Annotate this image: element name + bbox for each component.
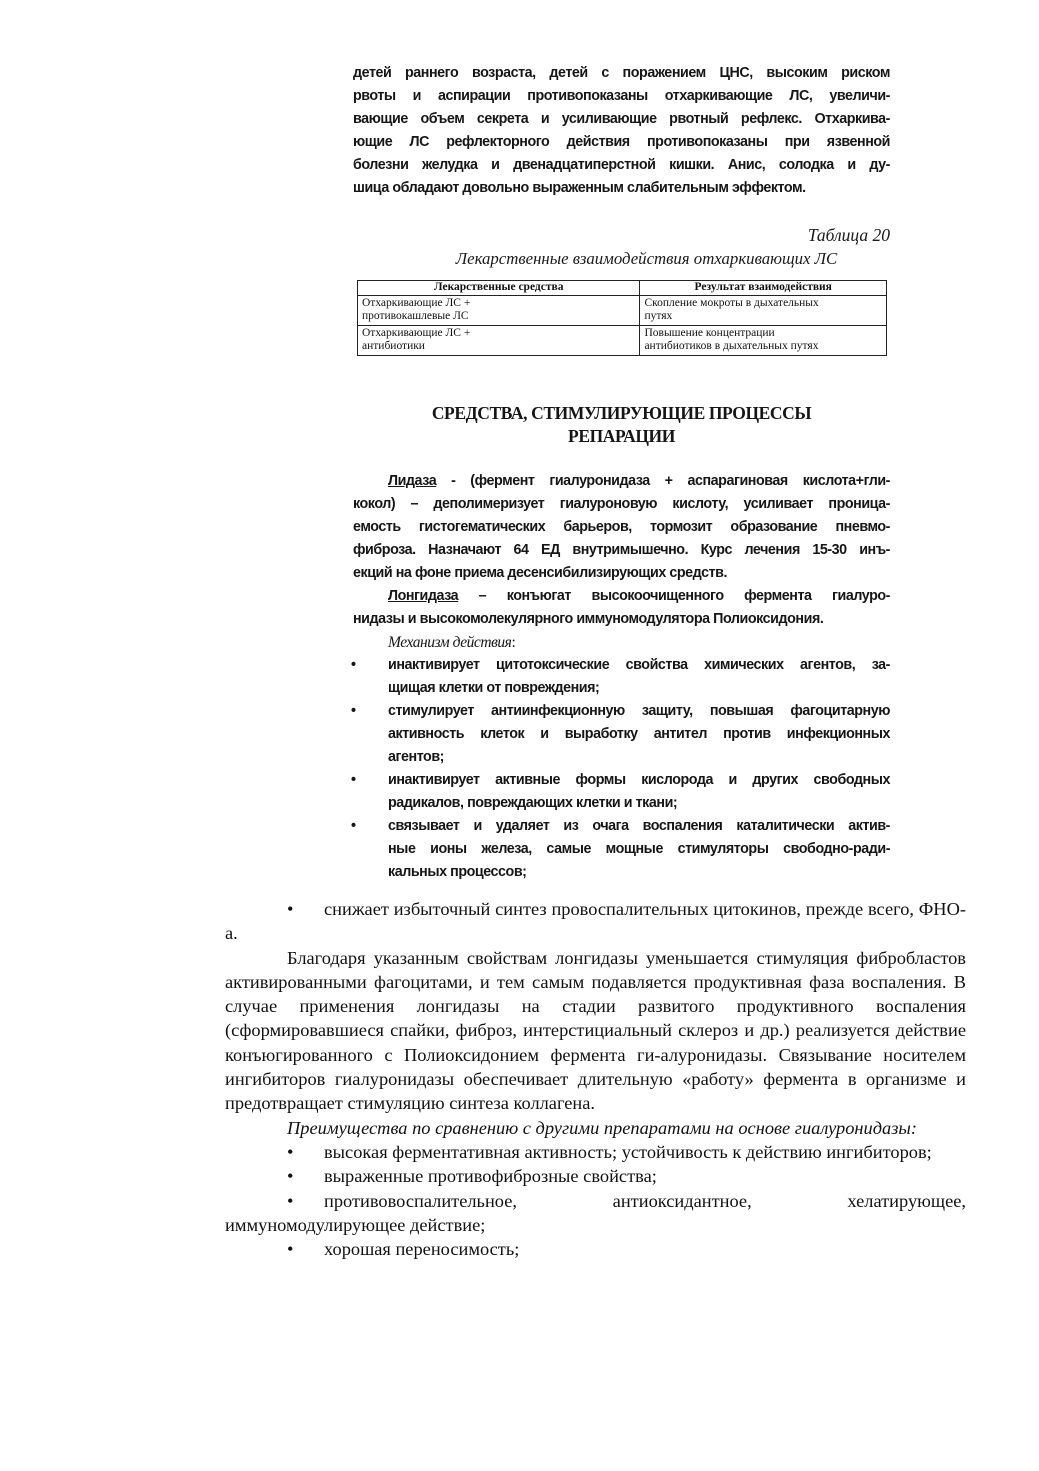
cell-line: Отхаркивающие ЛС +: [362, 296, 471, 309]
bullet-icon: •: [351, 772, 356, 788]
list-item: [353, 700, 890, 769]
lidaza-line: [353, 470, 890, 493]
list-item: [225, 1164, 966, 1188]
typed-text-block: [225, 897, 966, 1261]
body-paragraph: Благодаря указанным свойствам лонгидазы уменьшается стимуляция фибробластов активированными фагоцитами, и тем самым подавляется продуктивная фаза воспаления. В случае применения лонгидазы на стадии развитого продуктивного воспаления (сформировавшиеся спайки, фиброз, интерстициальный склероз и др.) реализуется действие конъюгированного с Полиоксидонием фермента ги-алуронидазы. Связывание носителем ингибиторов гиалуронидазы обеспечивает длительную «работу» фермента в организме и предотвращает стимуляцию синтеза коллагена.: [225, 947, 966, 1114]
table-row: [358, 325, 887, 355]
bullet-icon: •: [287, 1141, 294, 1162]
list-item: [353, 769, 890, 815]
text-line: рвоты и аспирации противопоказаны отхаркивающие ЛС, увеличи-: [353, 88, 890, 104]
text-line: детей раннего возраста, детей с поражением ЦНС, высоким риском: [353, 65, 890, 81]
table-title: Лекарственные взаимодействия отхаркивающих ЛС: [455, 249, 838, 268]
drug-descriptions: [353, 470, 890, 884]
list-item-text: выраженные противофиброзные свойства;: [324, 1166, 657, 1187]
table-header: Лекарственные средства: [358, 281, 640, 296]
text-line: радикалов, повреждающих клетки и ткани;: [388, 795, 678, 811]
cell-line: противокашлевые ЛС: [362, 310, 469, 322]
list-item-text: высокая ферментативная активность; устойчивость к действию ингибиторов;: [324, 1141, 932, 1162]
section-title-line: СРЕДСТВА, СТИМУЛИРУЮЩИЕ ПРОЦЕССЫ: [431, 403, 812, 423]
text-line: активность клеток и выработку антител против инфекционных: [388, 726, 890, 742]
list-item: [353, 654, 890, 700]
text-line: инактивирует активные формы кислорода и других свободных: [388, 772, 890, 788]
text-line: шица обладают довольно выраженным слабительным эффектом.: [353, 180, 806, 196]
cell-line: Отхаркивающие ЛС +: [362, 326, 471, 339]
intro-paragraph: [353, 62, 890, 200]
table-caption: [353, 224, 890, 269]
list-item-text: хорошая переносимость;: [324, 1239, 520, 1260]
text-line: екций на фоне приема десенсибилизирующих средств.: [353, 565, 728, 581]
drug-name-lidaza: Лидаза: [388, 473, 437, 489]
text-line: стимулирует антиинфекционную защиту, повышая фагоцитарную: [388, 703, 890, 719]
list-item-text: противовоспалительное, антиоксидантное, хелатирующее, иммуномодулирующее действие;: [225, 1190, 966, 1235]
section-title: [353, 402, 890, 448]
text-line: щищая клетки от повреждения;: [388, 680, 600, 696]
text-line: фиброза. Назначают 64 ЕД внутримышечно. Курс лечения 15-30 инъ-: [353, 542, 890, 558]
list-item-text: снижает избыточный синтез провоспалительных цитокинов, прежде всего, ФНО-а.: [225, 899, 966, 944]
text-line: агентов;: [388, 749, 444, 765]
list-item: [225, 897, 966, 946]
table-header-row: [358, 281, 887, 296]
text-line: ющие ЛС рефлекторного действия противопоказаны при язвенной: [353, 134, 890, 150]
list-item: [225, 1140, 966, 1164]
advantages-heading: Преимущества по сравнению с другими препаратами на основе гиалуронидазы:: [287, 1117, 917, 1138]
text-line: емость гистогематических барьеров, тормозит образование пневмо-: [353, 519, 890, 535]
cell-line: Скопление мокроты в дыхательных: [644, 296, 819, 309]
cell-line: путях: [644, 310, 673, 322]
table-row: [358, 295, 887, 325]
text-line: болезни желудка и двенадцатиперстной кишки. Анис, солодка и ду-: [353, 157, 890, 173]
text-fragment: – конъюгат высокоочищенного фермента гиалуро-: [458, 588, 890, 604]
list-item: [353, 815, 890, 884]
cell-line: антибиотиков в дыхательных путях: [644, 340, 819, 352]
list-item: [225, 1189, 966, 1238]
mechanism-heading: [353, 631, 890, 654]
interactions-table: [357, 280, 887, 356]
bullet-icon: •: [287, 1190, 294, 1211]
text-line: кальных процессов;: [388, 864, 527, 880]
bullet-icon: •: [351, 657, 356, 673]
table-cell: [358, 325, 640, 355]
table-number: Таблица 20: [807, 225, 890, 245]
table-cell: [640, 325, 887, 355]
colon: :: [511, 634, 516, 651]
bullet-icon: •: [287, 1166, 294, 1187]
text-line: кокол) – деполимеризует гиалуроновую кислоту, усиливает проница-: [353, 496, 890, 512]
longidaza-line: [353, 585, 890, 608]
cell-line: Повышение концентрации: [644, 326, 775, 339]
text-line: инактивирует цитотоксические свойства химических агентов, за-: [388, 657, 890, 673]
text-line: нидазы и высокомолекулярного иммуномодулятора Полиоксидония.: [353, 611, 824, 627]
table-cell: [640, 295, 887, 325]
drug-name-longidaza: Лонгидаза: [388, 588, 459, 604]
text-line: ные ионы железа, самые мощные стимуляторы свободно-ради-: [388, 841, 890, 857]
mechanism-label: Механизм действия: [388, 634, 512, 651]
table-header: Результат взаимодействия: [640, 281, 887, 296]
bullet-icon: •: [351, 703, 356, 719]
table-cell: [358, 295, 640, 325]
cell-line: антибиотики: [362, 340, 425, 352]
text-line: вающие объем секрета и усиливающие рвотный рефлекс. Отхаркива-: [353, 111, 890, 127]
bullet-icon: •: [351, 818, 356, 834]
text-line: связывает и удаляет из очага воспаления каталитически актив-: [388, 818, 890, 834]
section-title-line: РЕПАРАЦИИ: [568, 426, 675, 446]
bullet-icon: •: [287, 1239, 294, 1260]
list-item: [225, 1237, 966, 1261]
text-fragment: - (фермент гиалуронидаза + аспарагиновая кислота+гли-: [436, 473, 890, 489]
bullet-icon: •: [287, 899, 294, 919]
